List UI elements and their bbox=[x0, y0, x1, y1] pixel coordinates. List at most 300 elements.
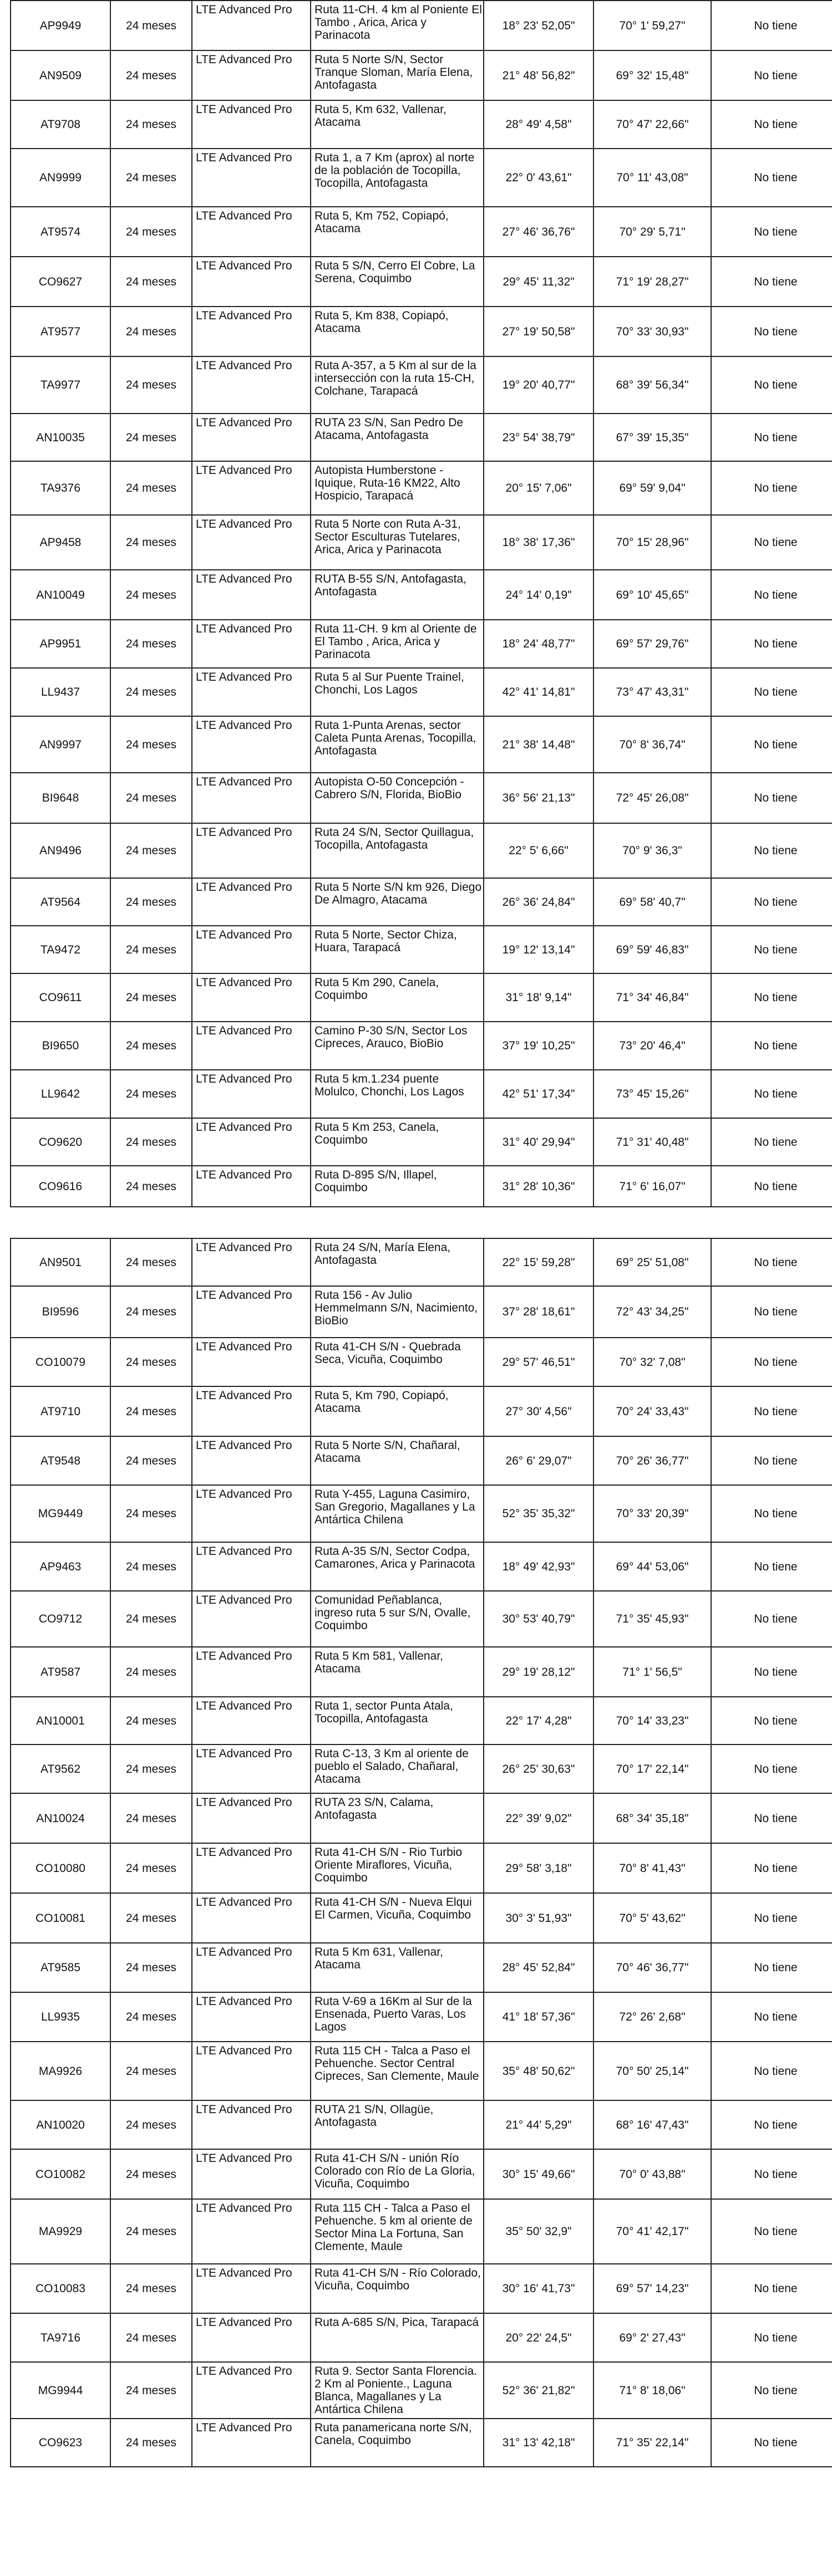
cell-longitude: 69° 10' 45,65" bbox=[593, 570, 711, 620]
cell-observation: No tiene bbox=[711, 1992, 832, 2042]
cell-technology: LTE Advanced Pro bbox=[192, 1943, 311, 1992]
cell-site-id: AN10020 bbox=[11, 2100, 110, 2149]
cell-longitude: 70° 33' 30,93" bbox=[593, 307, 711, 356]
cell-address: Ruta D-895 S/N, Illapel, Coquimbo bbox=[311, 1166, 484, 1207]
cell-technology: LTE Advanced Pro bbox=[192, 1542, 311, 1591]
cell-plazo: 24 meses bbox=[110, 2362, 192, 2419]
cell-technology: LTE Advanced Pro bbox=[192, 1744, 311, 1793]
cell-plazo: 24 meses bbox=[110, 1893, 192, 1943]
cell-technology: LTE Advanced Pro bbox=[192, 1436, 311, 1485]
table-row bbox=[11, 1793, 832, 1843]
cell-address: Ruta 5 Norte con Ruta A-31, Sector Esculturas Tutelares, Arica, Arica y Parinacota bbox=[311, 515, 484, 570]
cell-observation: No tiene bbox=[711, 2199, 832, 2264]
cell-latitude: 42° 51' 17,34" bbox=[484, 1070, 593, 1118]
cell-plazo: 24 meses bbox=[110, 1697, 192, 1744]
cell-technology: LTE Advanced Pro bbox=[192, 620, 311, 668]
cell-site-id: BI9596 bbox=[11, 1286, 110, 1338]
cell-plazo: 24 meses bbox=[110, 973, 192, 1022]
cell-observation: No tiene bbox=[711, 100, 832, 149]
cell-longitude: 71° 8' 18,06" bbox=[593, 2362, 711, 2419]
cell-plazo: 24 meses bbox=[110, 2149, 192, 2199]
cell-address: Autopista O-50 Concepción - Cabrero S/N, Florida, BioBio bbox=[311, 773, 484, 823]
table-row bbox=[11, 2264, 832, 2313]
cell-technology: LTE Advanced Pro bbox=[192, 878, 311, 926]
cell-observation: No tiene bbox=[711, 149, 832, 207]
table-row bbox=[11, 1697, 832, 1744]
cell-address: Ruta 41-CH S/N - Quebrada Seca, Vicuña, Coquimbo bbox=[311, 1338, 484, 1386]
cell-address: Ruta 5 Norte S/N, Sector Tranque Sloman, María Elena, Antofagasta bbox=[311, 50, 484, 100]
cell-plazo: 24 meses bbox=[110, 1022, 192, 1070]
table-row bbox=[11, 515, 832, 570]
table-row bbox=[11, 1436, 832, 1485]
cell-address: RUTA 23 S/N, Calama, Antofagasta bbox=[311, 1793, 484, 1843]
cell-longitude: 70° 11' 43,08" bbox=[593, 149, 711, 207]
cell-address: Ruta 24 S/N, María Elena, Antofagasta bbox=[311, 1238, 484, 1286]
cell-technology: LTE Advanced Pro bbox=[192, 1893, 311, 1943]
cell-plazo: 24 meses bbox=[110, 773, 192, 823]
table-row bbox=[11, 926, 832, 973]
cell-observation: No tiene bbox=[711, 1542, 832, 1591]
cell-latitude: 35° 50' 32,9" bbox=[484, 2199, 593, 2264]
cell-observation: No tiene bbox=[711, 973, 832, 1022]
cell-plazo: 24 meses bbox=[110, 2100, 192, 2149]
cell-address: Ruta 5 km.1.234 puente Molulco, Chonchi, Los Lagos bbox=[311, 1070, 484, 1118]
cell-plazo: 24 meses bbox=[110, 1843, 192, 1893]
cell-address: Ruta 41-CH S/N - unión Río Colorado con Río de La Gloria, Vicuña, Coquimbo bbox=[311, 2149, 484, 2199]
cell-longitude: 68° 34' 35,18" bbox=[593, 1793, 711, 1843]
cell-observation: No tiene bbox=[711, 1166, 832, 1207]
table-row bbox=[11, 1386, 832, 1436]
cell-address: Ruta Y-455, Laguna Casimiro, San Gregorio, Magallanes y La Antártica Chilena bbox=[311, 1485, 484, 1542]
cell-site-id: AN10001 bbox=[11, 1697, 110, 1744]
cell-observation: No tiene bbox=[711, 2313, 832, 2362]
cell-address: Ruta 5 Km 631, Vallenar, Atacama bbox=[311, 1943, 484, 1992]
cell-address: Ruta 5, Km 632, Vallenar, Atacama bbox=[311, 100, 484, 149]
cell-longitude: 70° 29' 5,71" bbox=[593, 207, 711, 257]
cell-longitude: 69° 57' 14,23" bbox=[593, 2264, 711, 2313]
cell-site-id: CO9712 bbox=[11, 1591, 110, 1647]
cell-longitude: 67° 39' 15,35" bbox=[593, 414, 711, 461]
cell-longitude: 71° 34' 46,84" bbox=[593, 973, 711, 1022]
cell-longitude: 72° 43' 34,25" bbox=[593, 1286, 711, 1338]
cell-latitude: 30° 16' 41,73" bbox=[484, 2264, 593, 2313]
cell-technology: LTE Advanced Pro bbox=[192, 773, 311, 823]
cell-plazo: 24 meses bbox=[110, 1338, 192, 1386]
cell-site-id: AN9509 bbox=[11, 50, 110, 100]
sites-table-upper-body bbox=[11, 1, 832, 1207]
cell-technology: LTE Advanced Pro bbox=[192, 1286, 311, 1338]
cell-site-id: AN9501 bbox=[11, 1238, 110, 1286]
cell-technology: LTE Advanced Pro bbox=[192, 149, 311, 207]
cell-latitude: 26° 25' 30,63" bbox=[484, 1744, 593, 1793]
cell-site-id: TA9716 bbox=[11, 2313, 110, 2362]
cell-plazo: 24 meses bbox=[110, 2313, 192, 2362]
cell-longitude: 70° 8' 36,74" bbox=[593, 716, 711, 773]
cell-technology: LTE Advanced Pro bbox=[192, 307, 311, 356]
cell-address: Camino P-30 S/N, Sector Los Cipreces, Arauco, BioBio bbox=[311, 1022, 484, 1070]
table-row bbox=[11, 100, 832, 149]
cell-longitude: 70° 33' 20,39" bbox=[593, 1485, 711, 1542]
cell-latitude: 20° 15' 7,06" bbox=[484, 461, 593, 515]
cell-observation: No tiene bbox=[711, 1647, 832, 1697]
table-row bbox=[11, 1893, 832, 1943]
cell-latitude: 22° 0' 43,61" bbox=[484, 149, 593, 207]
cell-observation: No tiene bbox=[711, 1118, 832, 1166]
cell-longitude: 70° 1' 59,27" bbox=[593, 1, 711, 50]
table-row bbox=[11, 2042, 832, 2100]
cell-observation: No tiene bbox=[711, 207, 832, 257]
cell-address: Ruta 5 Km 581, Vallenar, Atacama bbox=[311, 1647, 484, 1697]
table-row bbox=[11, 1286, 832, 1338]
cell-plazo: 24 meses bbox=[110, 1436, 192, 1485]
cell-latitude: 18° 24' 48,77" bbox=[484, 620, 593, 668]
cell-observation: No tiene bbox=[711, 1070, 832, 1118]
cell-technology: LTE Advanced Pro bbox=[192, 1070, 311, 1118]
cell-technology: LTE Advanced Pro bbox=[192, 716, 311, 773]
cell-technology: LTE Advanced Pro bbox=[192, 2362, 311, 2419]
cell-longitude: 73° 20' 46,4" bbox=[593, 1022, 711, 1070]
cell-latitude: 29° 19' 28,12" bbox=[484, 1647, 593, 1697]
cell-observation: No tiene bbox=[711, 2362, 832, 2419]
cell-observation: No tiene bbox=[711, 878, 832, 926]
cell-plazo: 24 meses bbox=[110, 1386, 192, 1436]
cell-latitude: 29° 57' 46,51" bbox=[484, 1338, 593, 1386]
cell-address: Ruta 41-CH S/N - Río Colorado, Vicuña, Coquimbo bbox=[311, 2264, 484, 2313]
cell-address: RUTA 21 S/N, Ollagüe, Antofagasta bbox=[311, 2100, 484, 2149]
cell-technology: LTE Advanced Pro bbox=[192, 515, 311, 570]
cell-technology: LTE Advanced Pro bbox=[192, 2313, 311, 2362]
cell-plazo: 24 meses bbox=[110, 878, 192, 926]
cell-site-id: AT9708 bbox=[11, 100, 110, 149]
cell-technology: LTE Advanced Pro bbox=[192, 50, 311, 100]
cell-plazo: 24 meses bbox=[110, 1238, 192, 1286]
cell-site-id: AP9949 bbox=[11, 1, 110, 50]
cell-address: Ruta 5 al Sur Puente Trainel, Chonchi, Los Lagos bbox=[311, 668, 484, 716]
cell-latitude: 30° 3' 51,93" bbox=[484, 1893, 593, 1943]
cell-observation: No tiene bbox=[711, 307, 832, 356]
cell-site-id: TA9472 bbox=[11, 926, 110, 973]
cell-longitude: 71° 1' 56,5" bbox=[593, 1647, 711, 1697]
cell-observation: No tiene bbox=[711, 2264, 832, 2313]
cell-site-id: BI9648 bbox=[11, 773, 110, 823]
cell-plazo: 24 meses bbox=[110, 307, 192, 356]
cell-latitude: 28° 49' 4,58" bbox=[484, 100, 593, 149]
table-row bbox=[11, 878, 832, 926]
cell-site-id: CO10080 bbox=[11, 1843, 110, 1893]
cell-observation: No tiene bbox=[711, 620, 832, 668]
cell-address: Ruta 41-CH S/N - Nueva Elqui El Carmen, Vicuña, Coquimbo bbox=[311, 1893, 484, 1943]
cell-technology: LTE Advanced Pro bbox=[192, 2100, 311, 2149]
cell-site-id: MA9926 bbox=[11, 2042, 110, 2100]
cell-plazo: 24 meses bbox=[110, 461, 192, 515]
cell-longitude: 69° 57' 29,76" bbox=[593, 620, 711, 668]
cell-plazo: 24 meses bbox=[110, 100, 192, 149]
cell-address: Ruta 5 Km 253, Canela, Coquimbo bbox=[311, 1118, 484, 1166]
cell-site-id: CO9623 bbox=[11, 2419, 110, 2467]
table-row bbox=[11, 414, 832, 461]
cell-latitude: 18° 38' 17,36" bbox=[484, 515, 593, 570]
cell-site-id: AT9585 bbox=[11, 1943, 110, 1992]
cell-longitude: 70° 24' 33,43" bbox=[593, 1386, 711, 1436]
cell-technology: LTE Advanced Pro bbox=[192, 1843, 311, 1893]
cell-site-id: AT9548 bbox=[11, 1436, 110, 1485]
cell-technology: LTE Advanced Pro bbox=[192, 1, 311, 50]
cell-latitude: 37° 19' 10,25" bbox=[484, 1022, 593, 1070]
cell-latitude: 35° 48' 50,62" bbox=[484, 2042, 593, 2100]
cell-site-id: CO10079 bbox=[11, 1338, 110, 1386]
table-row bbox=[11, 973, 832, 1022]
cell-observation: No tiene bbox=[711, 2149, 832, 2199]
cell-longitude: 70° 9' 36,3" bbox=[593, 823, 711, 878]
cell-address: Ruta 41-CH S/N - Rio Turbio Oriente Miraflores, Vicuña, Coquimbo bbox=[311, 1843, 484, 1893]
cell-plazo: 24 meses bbox=[110, 356, 192, 414]
cell-technology: LTE Advanced Pro bbox=[192, 1793, 311, 1843]
table-row bbox=[11, 1118, 832, 1166]
cell-plazo: 24 meses bbox=[110, 1542, 192, 1591]
cell-address: Ruta 1, a 7 Km (aprox) al norte de la población de Tocopilla, Tocopilla, Antofagasta bbox=[311, 149, 484, 207]
table-row bbox=[11, 1022, 832, 1070]
cell-address: Ruta 5, Km 790, Copiapó, Atacama bbox=[311, 1386, 484, 1436]
cell-longitude: 71° 19' 28,27" bbox=[593, 257, 711, 307]
cell-longitude: 71° 35' 45,93" bbox=[593, 1591, 711, 1647]
cell-plazo: 24 meses bbox=[110, 620, 192, 668]
cell-plazo: 24 meses bbox=[110, 207, 192, 257]
cell-site-id: AT9562 bbox=[11, 1744, 110, 1793]
cell-observation: No tiene bbox=[711, 773, 832, 823]
table-row bbox=[11, 1542, 832, 1591]
cell-latitude: 21° 48' 56,82" bbox=[484, 50, 593, 100]
cell-observation: No tiene bbox=[711, 257, 832, 307]
cell-site-id: CO9620 bbox=[11, 1118, 110, 1166]
cell-technology: LTE Advanced Pro bbox=[192, 414, 311, 461]
cell-observation: No tiene bbox=[711, 1436, 832, 1485]
cell-plazo: 24 meses bbox=[110, 716, 192, 773]
cell-technology: LTE Advanced Pro bbox=[192, 1591, 311, 1647]
cell-latitude: 22° 17' 4,28" bbox=[484, 1697, 593, 1744]
cell-latitude: 31° 13' 42,18" bbox=[484, 2419, 593, 2467]
cell-longitude: 70° 41' 42,17" bbox=[593, 2199, 711, 2264]
cell-longitude: 70° 17' 22,14" bbox=[593, 1744, 711, 1793]
cell-observation: No tiene bbox=[711, 1286, 832, 1338]
cell-observation: No tiene bbox=[711, 1943, 832, 1992]
cell-plazo: 24 meses bbox=[110, 257, 192, 307]
table-row bbox=[11, 1070, 832, 1118]
cell-site-id: MG9449 bbox=[11, 1485, 110, 1542]
cell-longitude: 68° 39' 56,34" bbox=[593, 356, 711, 414]
sites-table-lower bbox=[10, 1238, 832, 2467]
cell-longitude: 69° 59' 9,04" bbox=[593, 461, 711, 515]
table-row bbox=[11, 50, 832, 100]
table-row bbox=[11, 2419, 832, 2467]
table-row bbox=[11, 1485, 832, 1542]
cell-longitude: 68° 16' 47,43" bbox=[593, 2100, 711, 2149]
cell-site-id: TA9376 bbox=[11, 461, 110, 515]
cell-longitude: 70° 5' 43,62" bbox=[593, 1893, 711, 1943]
cell-observation: No tiene bbox=[711, 2419, 832, 2467]
cell-address: Ruta 5, Km 752, Copiapó, Atacama bbox=[311, 207, 484, 257]
table-row bbox=[11, 668, 832, 716]
cell-plazo: 24 meses bbox=[110, 1118, 192, 1166]
cell-latitude: 42° 41' 14,81" bbox=[484, 668, 593, 716]
cell-plazo: 24 meses bbox=[110, 149, 192, 207]
cell-latitude: 22° 15' 59,28" bbox=[484, 1238, 593, 1286]
cell-address: Ruta 11-CH. 4 km al Poniente El Tambo , Arica, Arica y Parinacota bbox=[311, 1, 484, 50]
cell-plazo: 24 meses bbox=[110, 1485, 192, 1542]
cell-technology: LTE Advanced Pro bbox=[192, 2199, 311, 2264]
cell-address: Ruta 1-Punta Arenas, sector Caleta Punta Arenas, Tocopilla, Antofagasta bbox=[311, 716, 484, 773]
cell-observation: No tiene bbox=[711, 1744, 832, 1793]
sites-table-upper bbox=[10, 0, 832, 1207]
cell-observation: No tiene bbox=[711, 515, 832, 570]
cell-site-id: AT9574 bbox=[11, 207, 110, 257]
table-row bbox=[11, 1, 832, 50]
cell-longitude: 70° 50' 25,14" bbox=[593, 2042, 711, 2100]
cell-observation: No tiene bbox=[711, 1591, 832, 1647]
cell-technology: LTE Advanced Pro bbox=[192, 823, 311, 878]
cell-observation: No tiene bbox=[711, 823, 832, 878]
cell-longitude: 69° 44' 53,06" bbox=[593, 1542, 711, 1591]
cell-technology: LTE Advanced Pro bbox=[192, 1992, 311, 2042]
table-row bbox=[11, 307, 832, 356]
table-row bbox=[11, 207, 832, 257]
cell-observation: No tiene bbox=[711, 1238, 832, 1286]
cell-latitude: 31° 28' 10,36" bbox=[484, 1166, 593, 1207]
cell-technology: LTE Advanced Pro bbox=[192, 1166, 311, 1207]
cell-observation: No tiene bbox=[711, 356, 832, 414]
cell-latitude: 22° 5' 6,66" bbox=[484, 823, 593, 878]
cell-observation: No tiene bbox=[711, 1893, 832, 1943]
cell-latitude: 24° 14' 0,19" bbox=[484, 570, 593, 620]
cell-technology: LTE Advanced Pro bbox=[192, 1386, 311, 1436]
cell-plazo: 24 meses bbox=[110, 1992, 192, 2042]
table-row bbox=[11, 773, 832, 823]
cell-site-id: AP9951 bbox=[11, 620, 110, 668]
cell-longitude: 70° 15' 28,96" bbox=[593, 515, 711, 570]
cell-site-id: CO10081 bbox=[11, 1893, 110, 1943]
cell-site-id: LL9642 bbox=[11, 1070, 110, 1118]
cell-technology: LTE Advanced Pro bbox=[192, 257, 311, 307]
cell-technology: LTE Advanced Pro bbox=[192, 2042, 311, 2100]
cell-address: Ruta 5 S/N, Cerro El Cobre, La Serena, Coquimbo bbox=[311, 257, 484, 307]
cell-technology: LTE Advanced Pro bbox=[192, 1238, 311, 1286]
table-row bbox=[11, 1744, 832, 1793]
cell-technology: LTE Advanced Pro bbox=[192, 1022, 311, 1070]
cell-plazo: 24 meses bbox=[110, 1, 192, 50]
cell-plazo: 24 meses bbox=[110, 50, 192, 100]
cell-site-id: LL9935 bbox=[11, 1992, 110, 2042]
cell-technology: LTE Advanced Pro bbox=[192, 1485, 311, 1542]
cell-address: RUTA B-55 S/N, Antofagasta, Antofagasta bbox=[311, 570, 484, 620]
cell-technology: LTE Advanced Pro bbox=[192, 926, 311, 973]
cell-observation: No tiene bbox=[711, 1793, 832, 1843]
cell-site-id: TA9977 bbox=[11, 356, 110, 414]
cell-observation: No tiene bbox=[711, 2100, 832, 2149]
cell-plazo: 24 meses bbox=[110, 668, 192, 716]
cell-longitude: 69° 32' 15,48" bbox=[593, 50, 711, 100]
cell-site-id: AN10024 bbox=[11, 1793, 110, 1843]
cell-longitude: 70° 46' 36,77" bbox=[593, 1943, 711, 1992]
table-row bbox=[11, 2362, 832, 2419]
cell-plazo: 24 meses bbox=[110, 2264, 192, 2313]
cell-address: Ruta 24 S/N, Sector Quillagua, Tocopilla, Antofagasta bbox=[311, 823, 484, 878]
cell-site-id: CO9627 bbox=[11, 257, 110, 307]
cell-site-id: AT9564 bbox=[11, 878, 110, 926]
cell-site-id: AT9587 bbox=[11, 1647, 110, 1697]
cell-address: Ruta 115 CH - Talca a Paso el Pehuenche. Sector Central Cipreces, San Clemente, Maule bbox=[311, 2042, 484, 2100]
cell-longitude: 70° 47' 22,66" bbox=[593, 100, 711, 149]
table-row bbox=[11, 257, 832, 307]
cell-latitude: 19° 12' 13,14" bbox=[484, 926, 593, 973]
cell-plazo: 24 meses bbox=[110, 1793, 192, 1843]
cell-longitude: 70° 26' 36,77" bbox=[593, 1436, 711, 1485]
cell-technology: LTE Advanced Pro bbox=[192, 356, 311, 414]
cell-address: Ruta A-357, a 5 Km al sur de la intersección con la ruta 15-CH, Colchane, Tarapacá bbox=[311, 356, 484, 414]
cell-latitude: 27° 46' 36,76" bbox=[484, 207, 593, 257]
cell-site-id: AN10035 bbox=[11, 414, 110, 461]
cell-latitude: 52° 35' 35,32" bbox=[484, 1485, 593, 1542]
cell-technology: LTE Advanced Pro bbox=[192, 2419, 311, 2467]
table-row bbox=[11, 356, 832, 414]
cell-observation: No tiene bbox=[711, 1697, 832, 1744]
cell-latitude: 26° 36' 24,84" bbox=[484, 878, 593, 926]
cell-latitude: 21° 38' 14,48" bbox=[484, 716, 593, 773]
cell-site-id: CO10083 bbox=[11, 2264, 110, 2313]
cell-latitude: 30° 15' 49,66" bbox=[484, 2149, 593, 2199]
table-row bbox=[11, 570, 832, 620]
cell-technology: LTE Advanced Pro bbox=[192, 1647, 311, 1697]
cell-observation: No tiene bbox=[711, 50, 832, 100]
table-row bbox=[11, 1647, 832, 1697]
cell-site-id: CO10082 bbox=[11, 2149, 110, 2199]
cell-latitude: 27° 19' 50,58" bbox=[484, 307, 593, 356]
cell-address: Ruta 1, sector Punta Atala, Tocopilla, Antofagasta bbox=[311, 1697, 484, 1744]
cell-latitude: 18° 49' 42,93" bbox=[484, 1542, 593, 1591]
cell-technology: LTE Advanced Pro bbox=[192, 668, 311, 716]
cell-latitude: 31° 18' 9,14" bbox=[484, 973, 593, 1022]
cell-latitude: 26° 6' 29,07" bbox=[484, 1436, 593, 1485]
cell-observation: No tiene bbox=[711, 461, 832, 515]
cell-technology: LTE Advanced Pro bbox=[192, 461, 311, 515]
cell-longitude: 71° 6' 16,07" bbox=[593, 1166, 711, 1207]
cell-address: RUTA 23 S/N, San Pedro De Atacama, Antofagasta bbox=[311, 414, 484, 461]
cell-plazo: 24 meses bbox=[110, 2199, 192, 2264]
cell-plazo: 24 meses bbox=[110, 414, 192, 461]
cell-longitude: 69° 2' 27,43" bbox=[593, 2313, 711, 2362]
cell-site-id: MG9944 bbox=[11, 2362, 110, 2419]
cell-observation: No tiene bbox=[711, 926, 832, 973]
cell-latitude: 37° 28' 18,61" bbox=[484, 1286, 593, 1338]
cell-longitude: 70° 14' 33,23" bbox=[593, 1697, 711, 1744]
cell-observation: No tiene bbox=[711, 1485, 832, 1542]
cell-plazo: 24 meses bbox=[110, 1286, 192, 1338]
cell-latitude: 29° 58' 3,18" bbox=[484, 1843, 593, 1893]
cell-address: Ruta 5 Norte, Sector Chiza, Huara, Tarapacá bbox=[311, 926, 484, 973]
cell-longitude: 69° 25' 51,08" bbox=[593, 1238, 711, 1286]
cell-address: Ruta A-35 S/N, Sector Codpa, Camarones, Arica y Parinacota bbox=[311, 1542, 484, 1591]
table-row bbox=[11, 1591, 832, 1647]
table-row bbox=[11, 1238, 832, 1286]
cell-plazo: 24 meses bbox=[110, 1647, 192, 1697]
cell-site-id: AN9997 bbox=[11, 716, 110, 773]
cell-latitude: 20° 22' 24,5" bbox=[484, 2313, 593, 2362]
cell-plazo: 24 meses bbox=[110, 1591, 192, 1647]
cell-address: Ruta 11-CH. 9 km al Oriente de El Tambo , Arica, Arica y Parinacota bbox=[311, 620, 484, 668]
cell-longitude: 70° 0' 43,88" bbox=[593, 2149, 711, 2199]
table-row bbox=[11, 2149, 832, 2199]
cell-longitude: 70° 8' 41,43" bbox=[593, 1843, 711, 1893]
cell-longitude: 72° 26' 2,68" bbox=[593, 1992, 711, 2042]
table-row bbox=[11, 620, 832, 668]
